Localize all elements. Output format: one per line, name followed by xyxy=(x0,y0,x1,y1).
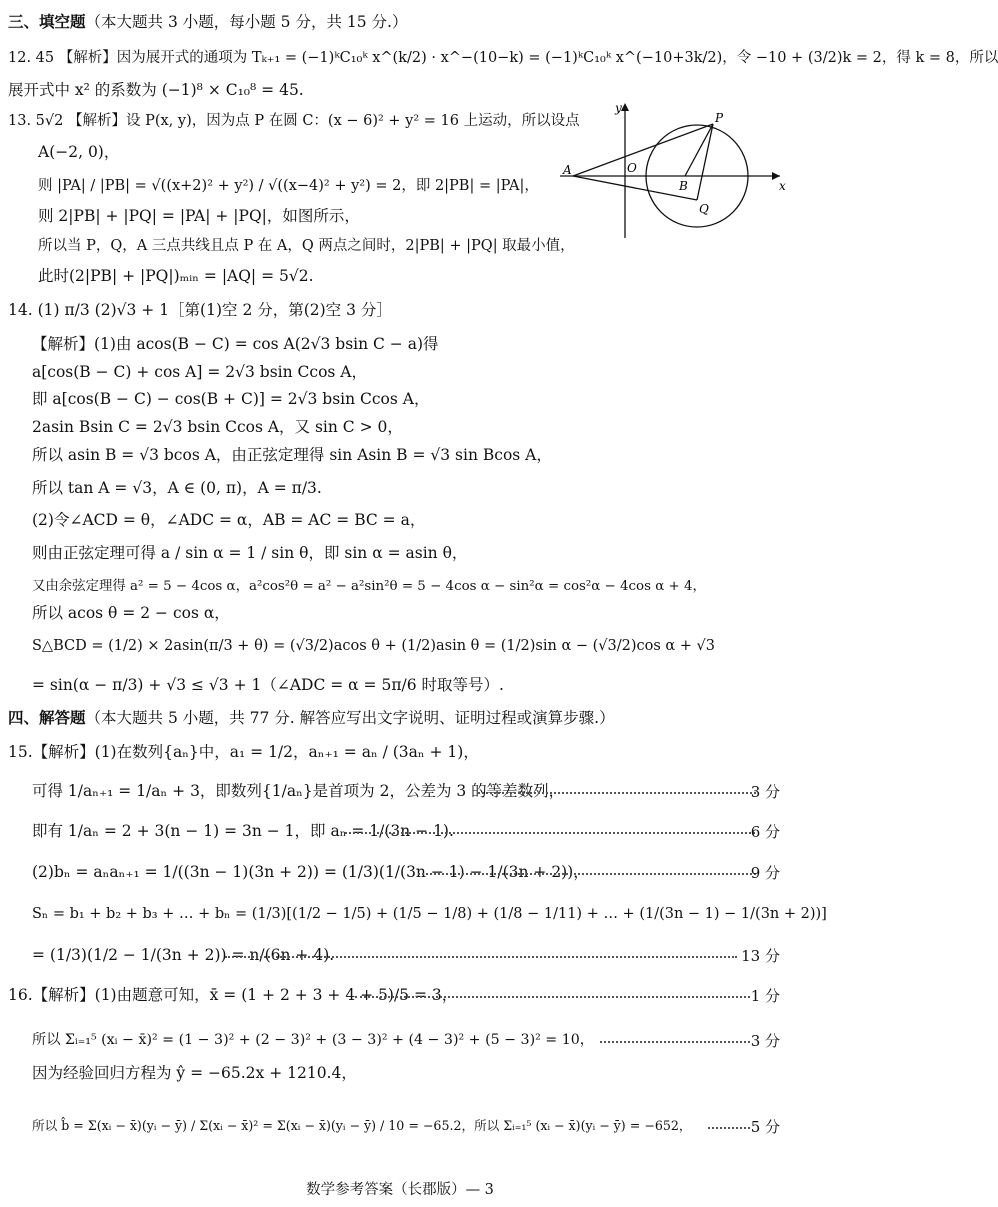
q13-line-5: 所以当 P，Q，A 三点共线且点 P 在 A，Q 两点之间时，2|PB| + |PQ| 取最小值， xyxy=(38,238,575,254)
q16-line-2: 所以 Σᵢ₌₁⁵ (xᵢ − x̄)² = (1 − 3)² + (2 − 3)² + (3 − 3)² + (4 − 3)² + (5 − 3)² = 10， xyxy=(32,1032,594,1048)
y-axis-arrow-icon xyxy=(621,103,629,111)
label-b: B xyxy=(679,179,688,193)
page-footer: 数学参考答案（长郡版）— 3 xyxy=(306,1182,494,1198)
segment-pb xyxy=(685,124,713,176)
q15-score-3: 6 分 xyxy=(750,823,780,841)
label-p: P xyxy=(715,111,724,125)
q12-line-1: 12. 45 【解析】因为展开式的通项为 Tₖ₊₁ = (−1)ᵏC₁₀ᵏ x^(k/2) · x^−(10−k) = (−1)ᵏC₁₀ᵏ x^(−10+3k/2)，令 −10 + (3/2)k = 2，得 k = 8，所以 xyxy=(8,50,998,66)
q15-score-4: 9 分 xyxy=(750,864,780,882)
q16-score-1: 1 分 xyxy=(750,987,780,1005)
q15-line-2: 可得 1/aₙ₊₁ = 1/aₙ + 3，即数列{1/aₙ}是首项为 2，公差为 3 的等差数列， xyxy=(32,782,565,800)
q13-line-2: A(−2, 0)， xyxy=(38,143,120,161)
q15-score-2: 3 分 xyxy=(750,783,780,801)
q14-line-9: 则由正弦定理可得 a / sin α = 1 / sin θ，即 sin α = asin θ， xyxy=(32,544,468,562)
label-a: A xyxy=(563,163,572,177)
q15-score-6: 13 分 xyxy=(741,947,780,965)
q16-leader-2 xyxy=(600,1041,750,1043)
section-3-note: （本大题共 3 小题，每小题 5 分，共 15 分.） xyxy=(85,13,408,31)
q14-line-11: 所以 acos θ = 2 − cos α， xyxy=(32,604,230,622)
q16-score-2: 3 分 xyxy=(750,1032,780,1050)
q16-score-4: 5 分 xyxy=(750,1118,780,1136)
q13-line-3: 则 |PA| / |PB| = √((x+2)² + y²) / √((x−4)² + y²) = 2，即 2|PB| = |PA|， xyxy=(38,178,539,194)
q15-line-6: = (1/3)(1/2 − 1/(3n + 2)) = n/(6n + 4). xyxy=(32,946,335,964)
q15-line-4: (2)bₙ = aₙaₙ₊₁ = 1/((3n − 1)(3n + 2)) = (1/3)(1/(3n − 1) − 1/(3n + 2))， xyxy=(32,863,589,881)
label-o: O xyxy=(627,161,637,175)
q16-line-1: 16.【解析】(1)由题意可知，x̄ = (1 + 2 + 3 + 4 + 5)/5 = 3， xyxy=(8,986,458,1004)
q14-line-12: S△BCD = (1/2) × 2asin(π/3 + θ) = (√3/2)acos θ + (1/2)asin θ = (1/2)sin α − (√3/2)cos α + √3 xyxy=(32,638,716,654)
q16-line-3: 因为经验回归方程为 ŷ = −65.2x + 1210.4， xyxy=(32,1064,357,1082)
q12-line-2: 展开式中 x² 的系数为 (−1)⁸ × C₁₀⁸ = 45. xyxy=(8,81,304,99)
q14-line-3: a[cos(B − C) + cos A] = 2√3 bsin Ccos A， xyxy=(32,363,367,381)
q14-line-2: 【解析】(1)由 acos(B − C) = cos A(2√3 bsin C − a)得 xyxy=(32,335,439,353)
q15-leader-3 xyxy=(345,832,755,834)
section-4-heading xyxy=(8,708,615,728)
label-x: x xyxy=(779,179,786,193)
q14-line-1: 14. (1) π/3 (2)√3 + 1［第(1)空 2 分，第(2)空 3 分］ xyxy=(8,301,392,319)
q13-line-6: 此时(2|PB| + |PQ|)ₘᵢₙ = |AQ| = 5√2. xyxy=(38,267,314,285)
q14-line-4: 即 a[cos(B − C) − cos(B + C)] = 2√3 bsin Ccos A， xyxy=(32,390,430,408)
q15-line-5: Sₙ = b₁ + b₂ + b₃ + … + bₙ = (1/3)[(1/2 − 1/5) + (1/5 − 1/8) + (1/8 − 1/11) + … + (1/(3n − 1) − 1/(3n + 2))] xyxy=(32,906,827,922)
q16-leader-4 xyxy=(708,1127,750,1129)
q13-line-1: 13. 5√2 【解析】设 P(x, y)，因为点 P 在圆 C：(x − 6)² + y² = 16 上运动，所以设点 xyxy=(8,113,580,129)
q15-leader-6 xyxy=(225,956,737,958)
q15-line-1: 15.【解析】(1)在数列{aₙ}中，a₁ = 1/2，aₙ₊₁ = aₙ / (3aₙ + 1)， xyxy=(8,743,479,761)
label-y: y xyxy=(615,101,622,115)
q15-leader-2 xyxy=(478,792,756,794)
section-4-note: （本大题共 5 小题，共 77 分. 解答应写出文字说明、证明过程或演算步骤.） xyxy=(85,709,615,727)
section-4-title: 四、解答题 xyxy=(8,709,86,727)
q15-line-3: 即有 1/aₙ = 2 + 3(n − 1) = 3n − 1，即 aₙ = 1/(3n − 1). xyxy=(32,822,454,840)
q14-line-6: 所以 asin B = √3 bcos A，由正弦定理得 sin Asin B = √3 sin Bcos A， xyxy=(32,446,552,464)
q14-line-5: 2asin Bsin C = 2√3 bsin Ccos A，又 sin C > 0， xyxy=(32,418,403,436)
q13-line-4: 则 2|PB| + |PQ| = |PA| + |PQ|，如图所示， xyxy=(38,207,360,225)
q14-line-13: = sin(α − π/3) + √3 ≤ √3 + 1（∠ADC = α = 5π/6 时取等号）. xyxy=(32,676,504,694)
q13-figure xyxy=(555,100,790,240)
q16-leader-1 xyxy=(355,996,750,998)
q14-line-10: 又由余弦定理得 a² = 5 − 4cos α，a²cos²θ = a² − a²sin²θ = 5 − 4cos α − sin²α = cos²α − 4cos α + 4， xyxy=(32,579,706,594)
segment-pq xyxy=(697,124,713,200)
segment-ap xyxy=(573,124,713,176)
section-3-title: 三、填空题 xyxy=(8,13,86,31)
section-3-heading xyxy=(8,12,407,32)
q16-line-4: 所以 b̂ = Σ(xᵢ − x̄)(yᵢ − ȳ) / Σ(xᵢ − x̄)² = Σ(xᵢ − x̄)(yᵢ − ȳ) / 10 = −65.2，所以 Σᵢ₌₁⁵ (xᵢ − x̄)(yᵢ − ȳ) = −652， xyxy=(32,1118,692,1133)
q14-line-8: (2)令∠ACD = θ，∠ADC = α，AB = AC = BC = a， xyxy=(32,511,426,529)
q14-line-7: 所以 tan A = √3，A ∈ (0, π)，A = π/3. xyxy=(32,479,322,497)
label-q: Q xyxy=(699,202,709,216)
q15-leader-4 xyxy=(418,873,756,875)
